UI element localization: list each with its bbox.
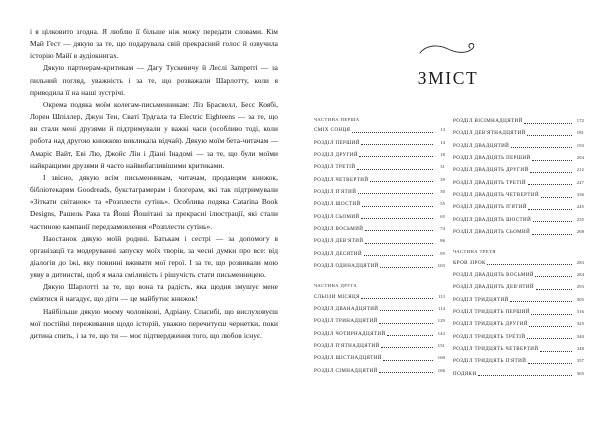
toc-part-heading: ЧАСТИНА ТРЕТЯ xyxy=(453,249,496,255)
toc-entry[interactable] xyxy=(453,271,584,279)
toc-part-heading: ЧАСТИНА ДРУГА xyxy=(314,283,358,289)
toc-leader-dots xyxy=(365,242,433,244)
toc-entry-page-number: 204 xyxy=(576,155,584,161)
toc-entry-page-number: 305 xyxy=(576,296,584,302)
toc-entry-label: РОЗДІЛ ТРИДЦЯТЬ ЧЕТВЕРТИЙ xyxy=(453,346,539,353)
toc-entry-label: РОЗДІЛ ДВАДЦЯТЬ ЧЕТВЕРТИЙ xyxy=(453,192,540,199)
flourish-ornament xyxy=(310,42,586,64)
toc-entry-label: РОЗДІЛ ТРИДЦЯТЬ ДРУГИЙ xyxy=(453,321,528,328)
paragraph: і я цілковито згодна. Я люблю її більше ніж можу передати словами. Кім Май Гест — дякую за те, що подарувала свій прекрасний голос й озвучила історію Майї в аудіокнигах. xyxy=(30,27,278,61)
toc-entry-label: РОЗДІЛ ТРИДЦЯТЬ ТРЕТІЙ xyxy=(453,333,526,340)
toc-entry-label: РОЗДІЛ ДЕВ'ЯТНАДЦЯТИЙ xyxy=(453,130,526,137)
toc-entry[interactable] xyxy=(453,179,584,187)
toc-entry[interactable] xyxy=(314,225,445,233)
toc-leader-dots xyxy=(531,313,571,315)
toc-leader-dots xyxy=(478,374,572,376)
toc-entry-page-number: 143 xyxy=(437,330,445,336)
toc-entry[interactable] xyxy=(453,129,584,137)
toc-entry-page-number: 31 xyxy=(440,164,445,170)
toc-entry[interactable] xyxy=(314,200,445,208)
toc-leader-dots xyxy=(361,297,432,299)
toc-entry-page-number: 18 xyxy=(440,151,445,157)
toc-columns xyxy=(310,117,586,382)
toc-entry-page-number: 255 xyxy=(576,216,584,222)
toc-leader-dots xyxy=(364,254,433,256)
toc-entry-label: РОЗДІЛ ШОСТИЙ xyxy=(314,201,361,208)
toc-entry-label: РОЗДІЛ ДВАДЦЯТЬ ДЕВ'ЯТИЙ xyxy=(453,284,534,291)
body-text-block xyxy=(30,26,278,342)
toc-leader-dots xyxy=(533,220,572,222)
toc-entry[interactable] xyxy=(453,370,584,378)
toc-entry-label: РОЗДІЛ ДЕСЯТИЙ xyxy=(314,250,363,257)
toc-entry-page-number: 14 xyxy=(440,139,445,145)
toc-leader-dots xyxy=(361,143,432,145)
toc-entry-page-number: 193 xyxy=(576,142,584,148)
toc-leader-dots xyxy=(530,171,571,173)
toc-leader-dots xyxy=(487,263,571,265)
toc-entry[interactable] xyxy=(314,250,445,258)
toc-section-gap xyxy=(453,240,584,249)
toc-entry-label: РОЗДІЛ ДВАДЦЯТЬ ВОСЬМИЙ xyxy=(453,271,534,278)
toc-leader-dots xyxy=(510,300,571,302)
toc-entry-label: РОЗДІЛ ДВАДЦЯТЬ П'ЯТИЙ xyxy=(453,204,527,211)
toc-entry[interactable] xyxy=(453,345,584,353)
toc-entry-label: ПОДЯКИ xyxy=(453,370,477,377)
toc-entry-label: РОЗДІЛ ТРИДЦЯТЬ ПЕРШИЙ xyxy=(453,309,530,315)
toc-entry-label: РОЗДІЛ ДВАДЦЯТЬ ШОСТИЙ xyxy=(453,216,532,223)
toc-leader-dots xyxy=(540,350,572,352)
toc-leader-dots xyxy=(541,196,572,198)
toc-leader-dots xyxy=(527,134,571,136)
toc-entry[interactable] xyxy=(314,151,445,159)
toc-entry-page-number: 55 xyxy=(440,201,445,207)
toc-entry-label: КРОВ ЗІРОК xyxy=(453,259,486,266)
toc-entry[interactable] xyxy=(314,317,445,325)
toc-leader-dots xyxy=(532,233,572,235)
toc-entry-page-number: 227 xyxy=(576,179,584,185)
toc-entry-label: СЛЬОЗИ МІСЯЦЯ xyxy=(314,293,360,300)
toc-entry-label: РОЗДІЛ ТРИНАДЦЯТИЙ xyxy=(314,318,378,325)
toc-entry[interactable] xyxy=(314,126,445,134)
toc-entry-label: РОЗДІЛ СІМНАДЦЯТИЙ xyxy=(314,367,378,374)
toc-entry[interactable] xyxy=(453,203,584,211)
toc-entry-label: РОЗДІЛ ДВАНАДЦЯТИЙ xyxy=(314,305,379,312)
toc-entry-page-number: 284 xyxy=(576,271,584,277)
toc-entry[interactable] xyxy=(453,142,584,150)
toc-entry-label: РОЗДІЛ ВІСІМНАДЦЯТИЙ xyxy=(453,118,523,124)
toc-leader-dots xyxy=(528,183,572,185)
toc-entry[interactable] xyxy=(453,191,584,199)
toc-entry-page-number: 113 xyxy=(437,293,445,299)
right-page-table-of-contents xyxy=(300,0,600,445)
toc-entry-page-number: 39 xyxy=(440,176,445,182)
paragraph: Дякую партнерам-критикам — Дагу Тускевичу й Леслі Заmpetті — за пильний погляд, уважність і за те, що розважали Шарлотту, коли я приводила її на наші зустрічі. xyxy=(30,63,278,97)
toc-leader-dots xyxy=(528,362,572,364)
toc-leader-dots xyxy=(362,205,432,207)
toc-leader-dots xyxy=(535,275,571,277)
toc-entry-page-number: 357 xyxy=(576,358,584,364)
toc-leader-dots xyxy=(359,155,432,157)
toc-entry-page-number: 172 xyxy=(576,118,584,123)
toc-entry-label: РОЗДІЛ ШІСТНАДЦЯТИЙ xyxy=(314,355,382,362)
toc-entry-page-number: 325 xyxy=(576,321,584,327)
toc-entry[interactable] xyxy=(314,139,445,147)
toc-leader-dots xyxy=(380,309,433,311)
toc-entry[interactable] xyxy=(314,237,445,245)
toc-entry[interactable] xyxy=(314,305,445,313)
paragraph: Дякую Шарлотті за те, що вона та радість, яка щодня змушує мене сміятися й нагадує, що діти — це майбутнє книжок! xyxy=(30,282,278,304)
toc-column xyxy=(453,117,584,382)
toc-entry[interactable] xyxy=(453,308,584,316)
toc-leader-dots xyxy=(383,359,432,361)
paragraph: Наостанок дякую моїй родині. Батькам і сестрі — за допомогу в організації та модеруванні запуску моїх творів, за чесні думки про все: від діалогів до їжі, яку повинні вживати мої герої. І за те, що розвивали мою уяву в дитинстві, щоб я мала сміливість і рішучість стати письменницею. xyxy=(30,233,278,280)
toc-entry-page-number: 166 xyxy=(437,367,445,373)
toc-entry-page-number: 283 xyxy=(576,259,584,265)
toc-entry-page-number: 365 xyxy=(576,370,584,376)
paragraph: І звісно, дякую всім письменникам, читачам, продавцям книжок, бібліотекарям Goodreads, букстаграмерам і блогерам, які так підтримували «Зіткати світанок» та «Розплести сутінь». Особлива подяка Catarina Book Designs, Рашель Рака та Йоші Йошітані за прекрасні ілюстрації, які стали частиною кампанії передзамовлення «Розплести сутінь». xyxy=(30,172,278,231)
toc-entry[interactable] xyxy=(314,163,445,171)
toc-entry-page-number: 293 xyxy=(576,284,584,290)
toc-entry-page-number: 245 xyxy=(576,204,584,210)
toc-entry-page-number: 348 xyxy=(576,346,584,352)
toc-entry-label: РОЗДІЛ П'ЯТНАДЦЯТИЙ xyxy=(314,342,380,349)
toc-entry-label: РОЗДІЛ ВОСЬМИЙ xyxy=(314,225,364,232)
toc-entry[interactable] xyxy=(314,262,445,270)
toc-entry-page-number: 50 xyxy=(440,188,445,194)
toc-leader-dots xyxy=(379,371,432,373)
toc-entry-label: РОЗДІЛ ДЕВ'ЯТИЙ xyxy=(314,238,364,245)
toc-leader-dots xyxy=(379,322,432,324)
toc-entry-label: РОЗДІЛ ТРИДЦЯТИЙ xyxy=(453,296,509,303)
toc-entry-page-number: 86 xyxy=(440,238,445,244)
toc-entry[interactable] xyxy=(314,354,445,362)
toc-leader-dots xyxy=(370,180,433,182)
toc-entry-label: РОЗДІЛ ЧЕТВЕРТИЙ xyxy=(314,176,369,183)
toc-entry[interactable] xyxy=(453,117,584,125)
toc-entry-label: РОЗДІЛ ТРИДЦЯТЬ П'ЯТИЙ xyxy=(453,358,527,365)
toc-entry-page-number: 268 xyxy=(576,229,584,235)
toc-entry-label: РОЗДІЛ ОДИНАДЦЯТИЙ xyxy=(314,262,379,269)
toc-entry[interactable] xyxy=(314,293,445,301)
toc-entry-label: РОЗДІЛ ТРЕТІЙ xyxy=(314,164,356,171)
toc-entry-label: РОЗДІЛ П'ЯТИЙ xyxy=(314,188,357,195)
toc-entry-page-number: 74 xyxy=(440,225,445,231)
toc-entry-page-number: 151 xyxy=(437,342,445,348)
toc-leader-dots xyxy=(381,346,432,348)
toc-leader-dots xyxy=(527,337,572,339)
toc-entry-label: РОЗДІЛ ДВАДЦЯТИЙ xyxy=(453,142,510,149)
toc-leader-dots xyxy=(532,159,571,161)
page-title: ЗМІСТ xyxy=(417,68,479,88)
toc-entry-label: СМІХ СОНЦЯ xyxy=(314,127,351,134)
toc-entry-label: РОЗДІЛ ДВАДЦЯТЬ ПЕРШИЙ xyxy=(453,155,531,162)
toc-column xyxy=(314,117,445,382)
toc-leader-dots xyxy=(511,146,572,148)
toc-entry[interactable] xyxy=(453,154,584,162)
toc-entry-page-number: 13 xyxy=(440,127,445,133)
toc-entry[interactable] xyxy=(314,342,445,350)
toc-leader-dots xyxy=(361,217,432,219)
toc-entry[interactable] xyxy=(314,367,445,375)
toc-part-heading: ЧАСТИНА ПЕРША xyxy=(314,117,360,122)
toc-entry-page-number: 103 xyxy=(437,262,445,268)
toc-entry-page-number: 316 xyxy=(576,309,584,314)
toc-leader-dots xyxy=(352,131,433,133)
toc-entry-page-number: 114 xyxy=(437,305,445,311)
paragraph: Окрема подяка моїм колегам-письменникам: Ліз Брасвелл, Бесс Коябі, Лорен Шпіллер, Джун Тен, Сваті Трдгала та Electric Eighteens — за те, що ви стали мені друзями й підтримували у важкі часи (особливо тоді, коли робота над другою книжкою викликала відчай). Дякую моїм бета-читачам — Амаріс Вайт, Еві Лю, Джойс Лін і Діані Інадомі — за те, що були моїми найкращими друзями й часто найвибагливішими критиками. xyxy=(30,99,278,170)
toc-entry[interactable] xyxy=(453,333,584,341)
toc-entry-page-number: 160 xyxy=(437,355,445,361)
toc-leader-dots xyxy=(536,288,572,290)
toc-entry[interactable] xyxy=(453,259,584,267)
toc-entry-page-number: 336 xyxy=(576,192,584,198)
toc-leader-dots xyxy=(358,192,433,194)
toc-entry-page-number: 340 xyxy=(576,333,584,339)
toc-entry[interactable] xyxy=(453,357,584,365)
toc-leader-dots xyxy=(357,168,433,170)
toc-entry-page-number: 65 xyxy=(440,213,445,219)
toc-entry[interactable] xyxy=(453,283,584,291)
toc-entry-label: РОЗДІЛ СЬОМИЙ xyxy=(314,213,360,220)
toc-leader-dots xyxy=(529,325,571,327)
toc-entry[interactable] xyxy=(314,213,445,221)
toc-entry-label: РОЗДІЛ ДВАДЦЯТЬ СЬОМИЙ xyxy=(453,229,531,236)
toc-entry[interactable] xyxy=(453,228,584,236)
toc-entry[interactable] xyxy=(453,216,584,224)
toc-entry-page-number: 212 xyxy=(576,167,584,173)
toc-entry-page-number: 95 xyxy=(440,250,445,256)
toc-leader-dots xyxy=(380,266,432,268)
toc-entry[interactable] xyxy=(453,166,584,174)
toc-leader-dots xyxy=(524,122,571,124)
toc-entry-label: РОЗДІЛ ДВАДЦЯТЬ ДРУГИЙ xyxy=(453,167,529,174)
toc-entry[interactable] xyxy=(453,296,584,304)
toc-leader-dots xyxy=(528,208,571,210)
toc-entry[interactable] xyxy=(453,320,584,328)
toc-entry-label: РОЗДІЛ ДВАДЦЯТЬ ТРЕТІЙ xyxy=(453,179,526,186)
toc-leader-dots xyxy=(365,229,433,231)
toc-entry-page-number: 129 xyxy=(437,318,445,324)
toc-entry-page-number: 181 xyxy=(576,130,584,136)
toc-entry-label: РОЗДІЛ ПЕРШИЙ xyxy=(314,139,360,146)
toc-entry[interactable] xyxy=(314,330,445,338)
toc-entry[interactable] xyxy=(314,176,445,184)
toc-entry-label: РОЗДІЛ ЧОТИРНАДЦЯТИЙ xyxy=(314,330,386,337)
toc-entry[interactable] xyxy=(314,188,445,196)
paragraph: Найбільше дякую моєму чоловікові, Адріану. Спасибі, що вислуховуєш мої постійні переживання щодо історій, уважно перечитуєш чернетки, поки дитина спить, і за те, що ти — моє підтвердження того, що любов існує. xyxy=(30,306,278,340)
toc-section-gap xyxy=(314,274,445,283)
toc-entry-label: РОЗДІЛ ДРУГИЙ xyxy=(314,151,358,158)
toc-leader-dots xyxy=(387,334,432,336)
